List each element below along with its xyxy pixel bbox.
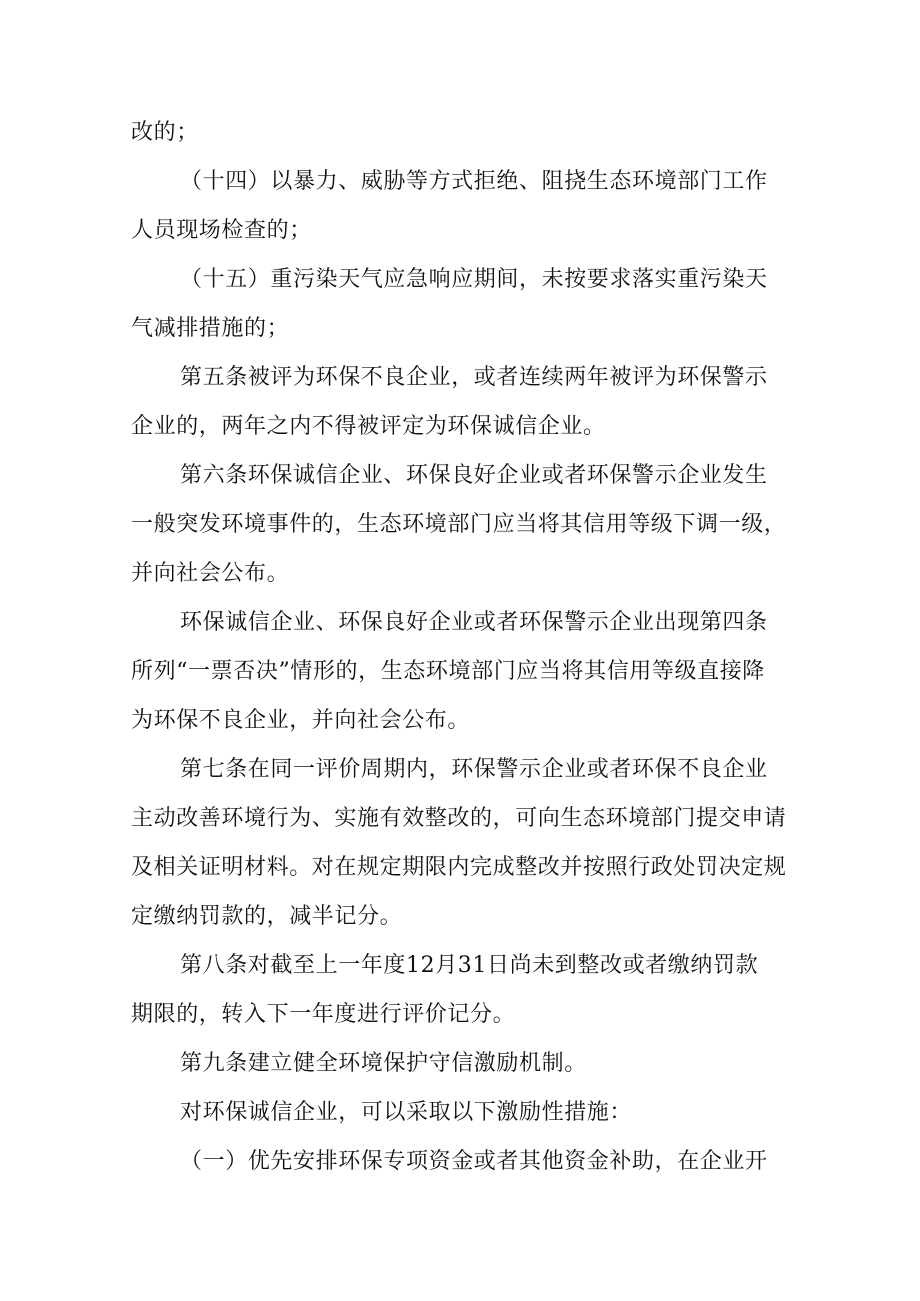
text-line: 企业的，两年之内不得被评定为环保诚信企业。 xyxy=(131,414,606,439)
text-line: 及相关证明材料。对在规定期限内完成整改并按照行政处罚决定规 xyxy=(131,855,787,880)
text-line: 对环保诚信企业，可以采取以下激励性措施： xyxy=(180,1100,633,1125)
text-line: 环保诚信企业、环保良好企业或者环保警示企业出现第四条 xyxy=(180,610,768,635)
text-line: 第九条建立健全环境保护守信激励机制。 xyxy=(180,1051,587,1076)
text-line: 期限的，转入下一年度进行评价记分。 xyxy=(131,1002,516,1027)
text-line: 一般突发环境事件的，生态环境部门应当将其信用等级下调一级， xyxy=(131,512,787,537)
text-line: 主动改善环境行为、实施有效整改的，可向生态环境部门提交申请 xyxy=(131,806,787,831)
text-line: 改的； xyxy=(131,120,199,145)
text-line: 气减排措施的； xyxy=(131,316,290,341)
text-line: （十五）重污染天气应急响应期间，未按要求落实重污染天 xyxy=(180,267,768,292)
text-line: 第八条对截至上一年度12月31日尚未到整改或者缴纳罚款 xyxy=(180,953,759,978)
text-line: 人员现场检查的； xyxy=(131,218,312,243)
text-line: （十四）以暴力、威胁等方式拒绝、阻挠生态环境部门工作 xyxy=(180,169,768,194)
text-line: 并向社会公布。 xyxy=(131,561,290,586)
text-line: 第五条被评为环保不良企业，或者连续两年被评为环保警示 xyxy=(180,365,768,390)
text-line: 第六条环保诚信企业、环保良好企业或者环保警示企业发生 xyxy=(180,463,768,488)
text-line: 定缴纳罚款的，减半记分。 xyxy=(131,904,403,929)
text-line: （一）优先安排环保专项资金或者其他资金补助，在企业开 xyxy=(180,1149,768,1174)
text-line: 所列“一票否决”情形的，生态环境部门应当将其信用等级直接降 xyxy=(131,659,765,684)
text-line: 为环保不良企业，并向社会公布。 xyxy=(131,708,471,733)
text-line: 第七条在同一评价周期内，环保警示企业或者环保不良企业 xyxy=(180,757,768,782)
